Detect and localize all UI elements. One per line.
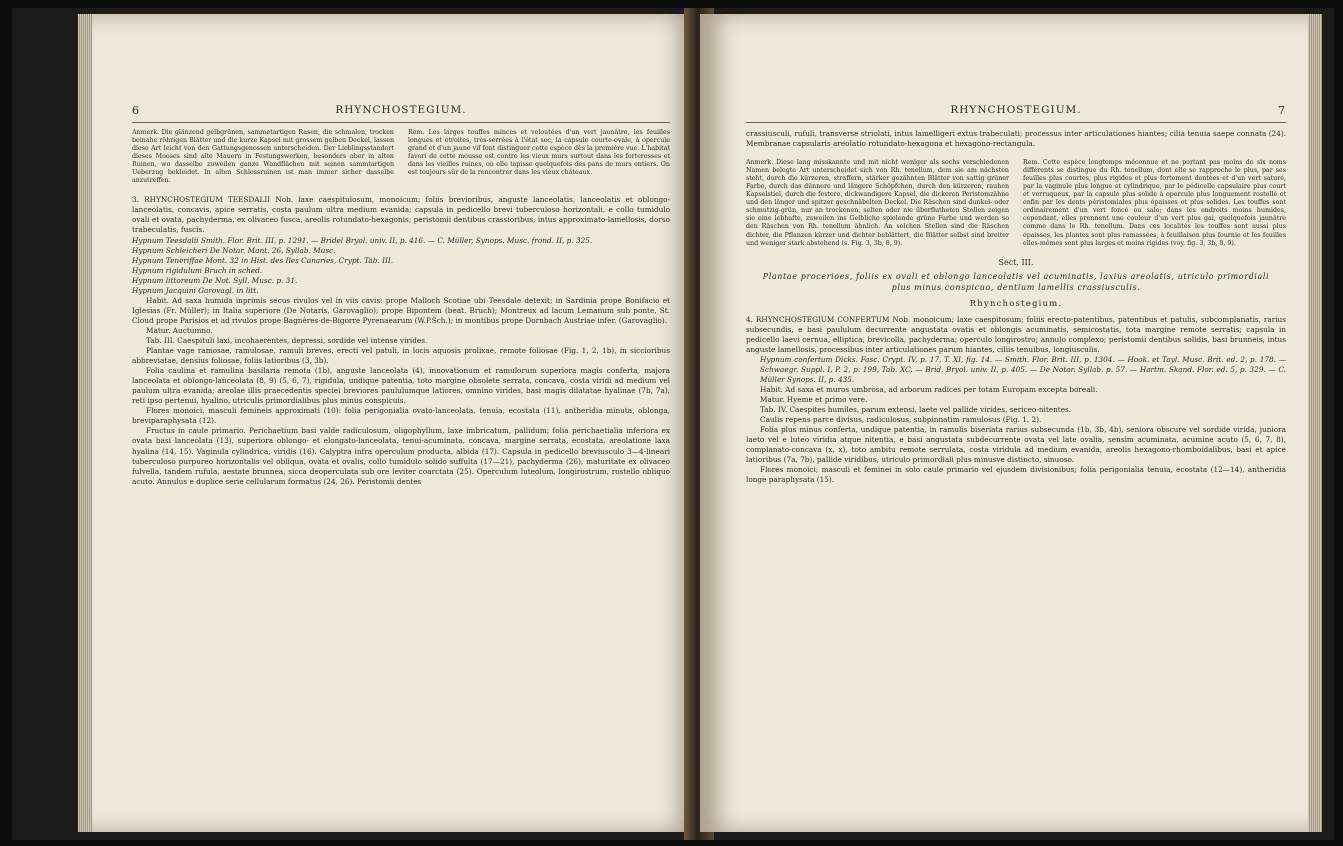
description-paragraph: Caulis repens parce divisus, radiculosus, subpinnatim ramulosus (Fig. 1, 2). [760, 415, 1042, 425]
remarks-french [1023, 159, 1286, 248]
description-paragraph: Plantae vage ramosae, ramulosae, ramuli breves, erecti vel patuli, in locis aquosis prolixae, remote foliosae (Fig. 1, 2, 1b), in siccioribus abbreviatae, densius foliosae, foliis latioribus (3, 3b). [132, 346, 670, 366]
remarks-french-text: Rem. Les larges touffes minces et veloutées d'un vert jaunâtre, les feuilles longues et étroites, très-serrées à l'état sec, la capsule courte-ovale, à opercule grand et d'un jaune vif font distinguer cette espèce dès la première vue. L'habitat favori de cette mousse est contre les vieux murs surtout dans les forteresses et dans les vieilles ruines, où elle tapisse quelquefois des pans de murs entiers. On est toujours sûr de la rencontrer dans les vieux châteaux. [408, 129, 670, 177]
synonym-item: Hypnum littoreum De Not. Syll. Musc. p. 31. [132, 275, 298, 285]
remarks-columns [746, 159, 1286, 248]
description-paragraph: Fructus in caule primario. Perichaetium basi valde radiculosum, oligophyllum, laxe imbricatum, pallidum; folia perichaetialia inferiora ex ovata basi lanceolata (13), superiora oblongo- et elongato-lanceolata, tenui-acuminata, concava, margine serrata, ecostata, areolatione laxa hyalina (14, 15). Vaginula cylindrica, viridis (16). Calyptra infra operculum producta, albida (17). Capsula in pedicello breviusculo 3—4-lineari tuberculoso purpureo horizontalis vel obliqua, ovata et ovalis, collo tumidulo solido suffulta (17—21), pachyderma (26), maturitate ex olivaceo fulvella, tandem rufula, aestate brunnea, sicca deoperculata sub ore leviter coarctata (25). Operculum luteolum, longirostrum, rostello obliquo acuto. Annulus e duplice serie cellularum formatus (24, 26). Peristomii dentes [132, 426, 670, 486]
running-head-title: RHYNCHOSTEGIUM. [335, 104, 467, 116]
description-paragraph: Folia caulina et ramulina basilaria remota (1b), anguste lanceolata (4), innovationum et ramulorum superiora magis conferta, majora lanceolata et oblongo-lanceolata (8, 9) (5, 6, 7), rigidula, undique patentia, toto margine obsolete serrata, concava, costa viridi ad medium vel paulum ultra evanida; areolae illis praecedentis speciei breviores paululumque latiores, omnino virides, basi magis dilatatae hyalinae (7b, 7a), reti ipso pertenui, hyalino, utriculis primordialibus plus minus conspicuis. [132, 366, 670, 406]
synonym-item: Hypnum confertum Dicks. Fasc. Crypt. IV, p. 17, T. XI, fig. 14. — Smith. Flor. Brit. III, p. 1304. — Hook. et Tayl. Musc. Brit. ed. 2, p. 178. — Schwaegr. Suppl. I, P. 2, p. 199, Tab. XC. — Brid. Bryol. univ. II, p. 405. — De Notar. Syllab. p. 57. — Hartm. Skand. Flor. ed. 5, p. 329. — C. Müller Synops. II, p. 435. [760, 354, 1286, 384]
remarks-columns [132, 129, 670, 185]
remarks-german-text: Anmerk. Die glänzend gelbgrünen, sammetartigen Rasen, die schmalen, trocken beinahe röhrigen Blätter und die kurze Kapsel mit grossem gelben Deckel, lassen diese Art leicht von den Gattungsgenossen unterscheiden. Der Lieblingsstandort dieses Mooses sind alte Mauern in Festungswerken, besonders aber in alten Ruinen, wo dasselbe zuweilen ganze Wandflächen mit seinen sammtartigen Ueberzug bekleidet. In alten Schlossruinen ist man immer sicher dasselbe anzutreffen. [132, 129, 394, 185]
synonym-item: Hypnum Teneriffae Mont. 32 in Hist. des Iles Canaries, Crypt. Tab. III. [132, 255, 394, 265]
description-paragraph: Flores monoici, masculi femineis approximati (10): folia perigonialia ovato-lanceolata, tenuia, ecostata (11), antheridia minuta, oblonga, breviparaphysata (12). [132, 406, 670, 426]
remarks-french-text: Rem. Cette espèce longtemps méconnue et ne portant pas moins de six noms différents se distingue du Rh. tenellum, dont elle se rapproche le plus, par ses feuilles plus courtes, plus rigides et plus fortement dentées et d'un vert saturé, par la vaginule plus longue et cylindrique, par le pédicelle capsulaire plus court et verruqueux, par la capsule plus solide à opercule plus longuement rostellé et enfin par les dents péristomiales plus épaisses et plus solides. Les touffes sont ordinairement d'un vert foncé ou sale; dans les endroits moins humides, cependant, elles prennent une couleur d'un vert plus gai, quelquefois jaunâtre comme dans le Rh. tenellum. Dans ces localités les touffes sont aussi plus épaisses, les plantes sont plus ramassées, à feuillaison plus fournie et les feuilles elles-mêmes sont plus larges et moins rigides (voy. fig. 3, 3b, 8, 9). [1023, 159, 1286, 247]
right-page-content [746, 104, 1286, 485]
maturity-text: Matur. Hyeme et primo vere. [760, 394, 868, 404]
species-heading: 4. RHYNCHOSTEGIUM CONFERTUM Nob. monoicum; laxe caespitosum; foliis erecto-patentibus, patentibus et patulis, subcomplanatis, rarius subsecundis, e basi paululum decurrente angustata ovatis et oblongis acuminatis, semicostatis, tota margine remote serratis; capsula in pedicello laevi cernua, elliptica, brevicolla, pachyderma; operculo longirostro; annulo complexo; peristomii dentibus solidis, basi brunneis, intus anguste lamellosis, processibus inter articulationes parum hiantes, ciliis tenuibus, longiusculis. [746, 314, 1286, 354]
remarks-german [746, 159, 1009, 248]
running-head-title: RHYNCHOSTEGIUM. [950, 104, 1082, 116]
section-description: Plantae procerioes, foliis ex ovali et oblongo lanceolatis vel acuminatis, laxius areolatis, utriculo primordiali plus minus conspicuo, dentium lamellis crassiusculis. [762, 271, 1270, 292]
maturity-text: Matur. Auctumno. [146, 325, 213, 335]
right-page [700, 14, 1308, 832]
header-rule [132, 122, 670, 123]
habitat-text: Habit. Ad saxa et muros umbrosa, ad arborum radices per totam Europam excepta boreali. [760, 384, 1098, 394]
page-edge-right [1308, 14, 1322, 832]
header-rule [746, 122, 1286, 123]
continuation-text: crassiusculi, rufuli, transverse striolati, intus lamelligeri extus trabeculati; processus inter articulationes hiantes; cilia tenuia saepe connata (24). Membranae capsularis areolatio rotundato-hexagona et hexagono-rectangula. [746, 129, 1286, 149]
left-page-content [132, 104, 670, 487]
description-paragraph: Tab. IV. Caespites humiles, parum extensi, laete vel pallide virides, sericeo-nitentes. [760, 405, 1072, 415]
synonym-item: Hypnum Schleicheri De Notar. Mant. 26, Syllab. Musc. [132, 245, 336, 255]
synonym-list [132, 236, 670, 296]
continuation-block [746, 129, 1286, 149]
synonym-item: Hypnum Jacquini Garovagl. in litt. [132, 285, 259, 295]
remarks-french [408, 129, 670, 185]
left-running-head [132, 104, 670, 118]
description-paragraph: Folia plus minus conferta, undique patentia, in ramulis biseriata rarius subsecunda (1b, 3b, 4b), seniora obscure vel sordide virida, juniora laeto vel e luteo viridia atque nitentia, e basi angustata subdecurrente ovata vel late ovalia, sensim acuminata, acumine acuto (5, 6, 7, 8), complanato-concava (x, x), toto ambitu remote serrulata, costa viridula ad medium evanida, areolis hexagono-rhomboidalibus, basi et apice latioribus (7a, 7b), pallide viridibus, utriculo primordiali plus minusve distincto, sinuoso. [746, 425, 1286, 465]
remarks-german-text: Anmerk. Diese lang misskannte und mit nicht weniger als sechs verschiedenen Namen belegte Art unterscheidet sich von Rh. tenellum, dem sie am nächsten steht, durch die kürzeren, straffern, stärker gezähnten Blätter von sattig grüner Farbe, durch das dünnere und längere Schöpfchen, durch den kürzeren, rauhen Kapselstiel, durch die festere, dickwandigere Kapsel, die dickeren Peristomzähne und den länger und spitzer geschnäbelten Deckel. Die Räschen sind dunkel- oder schmutzig-grün, nur an trockenen, selten oder nie überflutheten Stellen zeigen sie eine lebhafte, zuweilen ins Gelbliche spielende grüne Farbe und werden so den Räschen von Rh. tenellum ähnlich. An solchen Stellen sind die Räschen dichter, die Pflanzen kürzer und dichter beblättert, die Blätter selbst sind breiter und weniger stark abstehend (s. Fig. 3, 3b, 8, 9). [746, 159, 1009, 247]
left-page [92, 14, 697, 832]
page-edge-left [78, 14, 92, 832]
book-spread [12, 8, 1334, 840]
synonym-item: Hypnum rigidulum Bruch in sched. [132, 265, 263, 275]
page-number: 7 [1278, 104, 1286, 117]
habitat-text: Habit. Ad saxa humida inprimis secus rivulos vel in viis cavis: prope Malloch Scotiae ubi Teesdale detexit; in Sardinia prope Bonifacio et Iglesias (Fr. Müller); in Italia superiore (De Notaris, Garovaglio); prope Bipontem (beat. Bruch); Montreux ad lacum Lemanum sub ponte, St. Cloud prope Parisios et ad rivulos prope Bagnères-de-Bigorre Pyrenaearum (W.P.Sch.); in montibus prope Dornbach Austriae infer. (Garovaglio). [132, 295, 670, 325]
right-running-head [746, 104, 1286, 118]
page-number: 6 [132, 104, 140, 117]
species-heading: 3. RHYNCHOSTEGIUM TEESDALII Nob. laxe caespitulosum, monoicum; foliis brevioribus, anguste lanceolatis, lanceolatis et oblongo-lanceolatis, concavis, apice serratis, costa paulum ultra medium evanida; capsula in pedicello brevi tuberculoso horizontali, e collo tumidulo ovali et ovata, pachyderma, ex olivaceo fusca, areolis rotundato-hexagonis; peristomii dentibus crassioribus, intus approximato-lamellosis, dorso trabeculatis, fuscis. [132, 195, 670, 235]
species-description [132, 296, 670, 487]
species-description [746, 385, 1286, 485]
genus-title: Rhynchostegium. [969, 298, 1063, 309]
synonym-item: Hypnum Teesdalii Smith. Flor. Brit. III, p. 1291. — Bridel Bryol. univ. II, p. 416. — C. Müller, Synops. Musc. frond. II, p. 325. [132, 235, 593, 245]
synonym-list [746, 355, 1286, 385]
section-title: Sect. III. [998, 257, 1034, 267]
remarks-german [132, 129, 394, 185]
description-paragraph: Tab. III. Caespituli laxi, incohaerentes, depressi, sordide vel intense virides. [146, 335, 428, 345]
description-paragraph: Flores monoici; masculi et feminei in solo caule primario vel ejusdem divisionibus; folia perigonialia tenuia, ecostata (12—14), antheridia longe paraphysata (15). [746, 465, 1286, 485]
